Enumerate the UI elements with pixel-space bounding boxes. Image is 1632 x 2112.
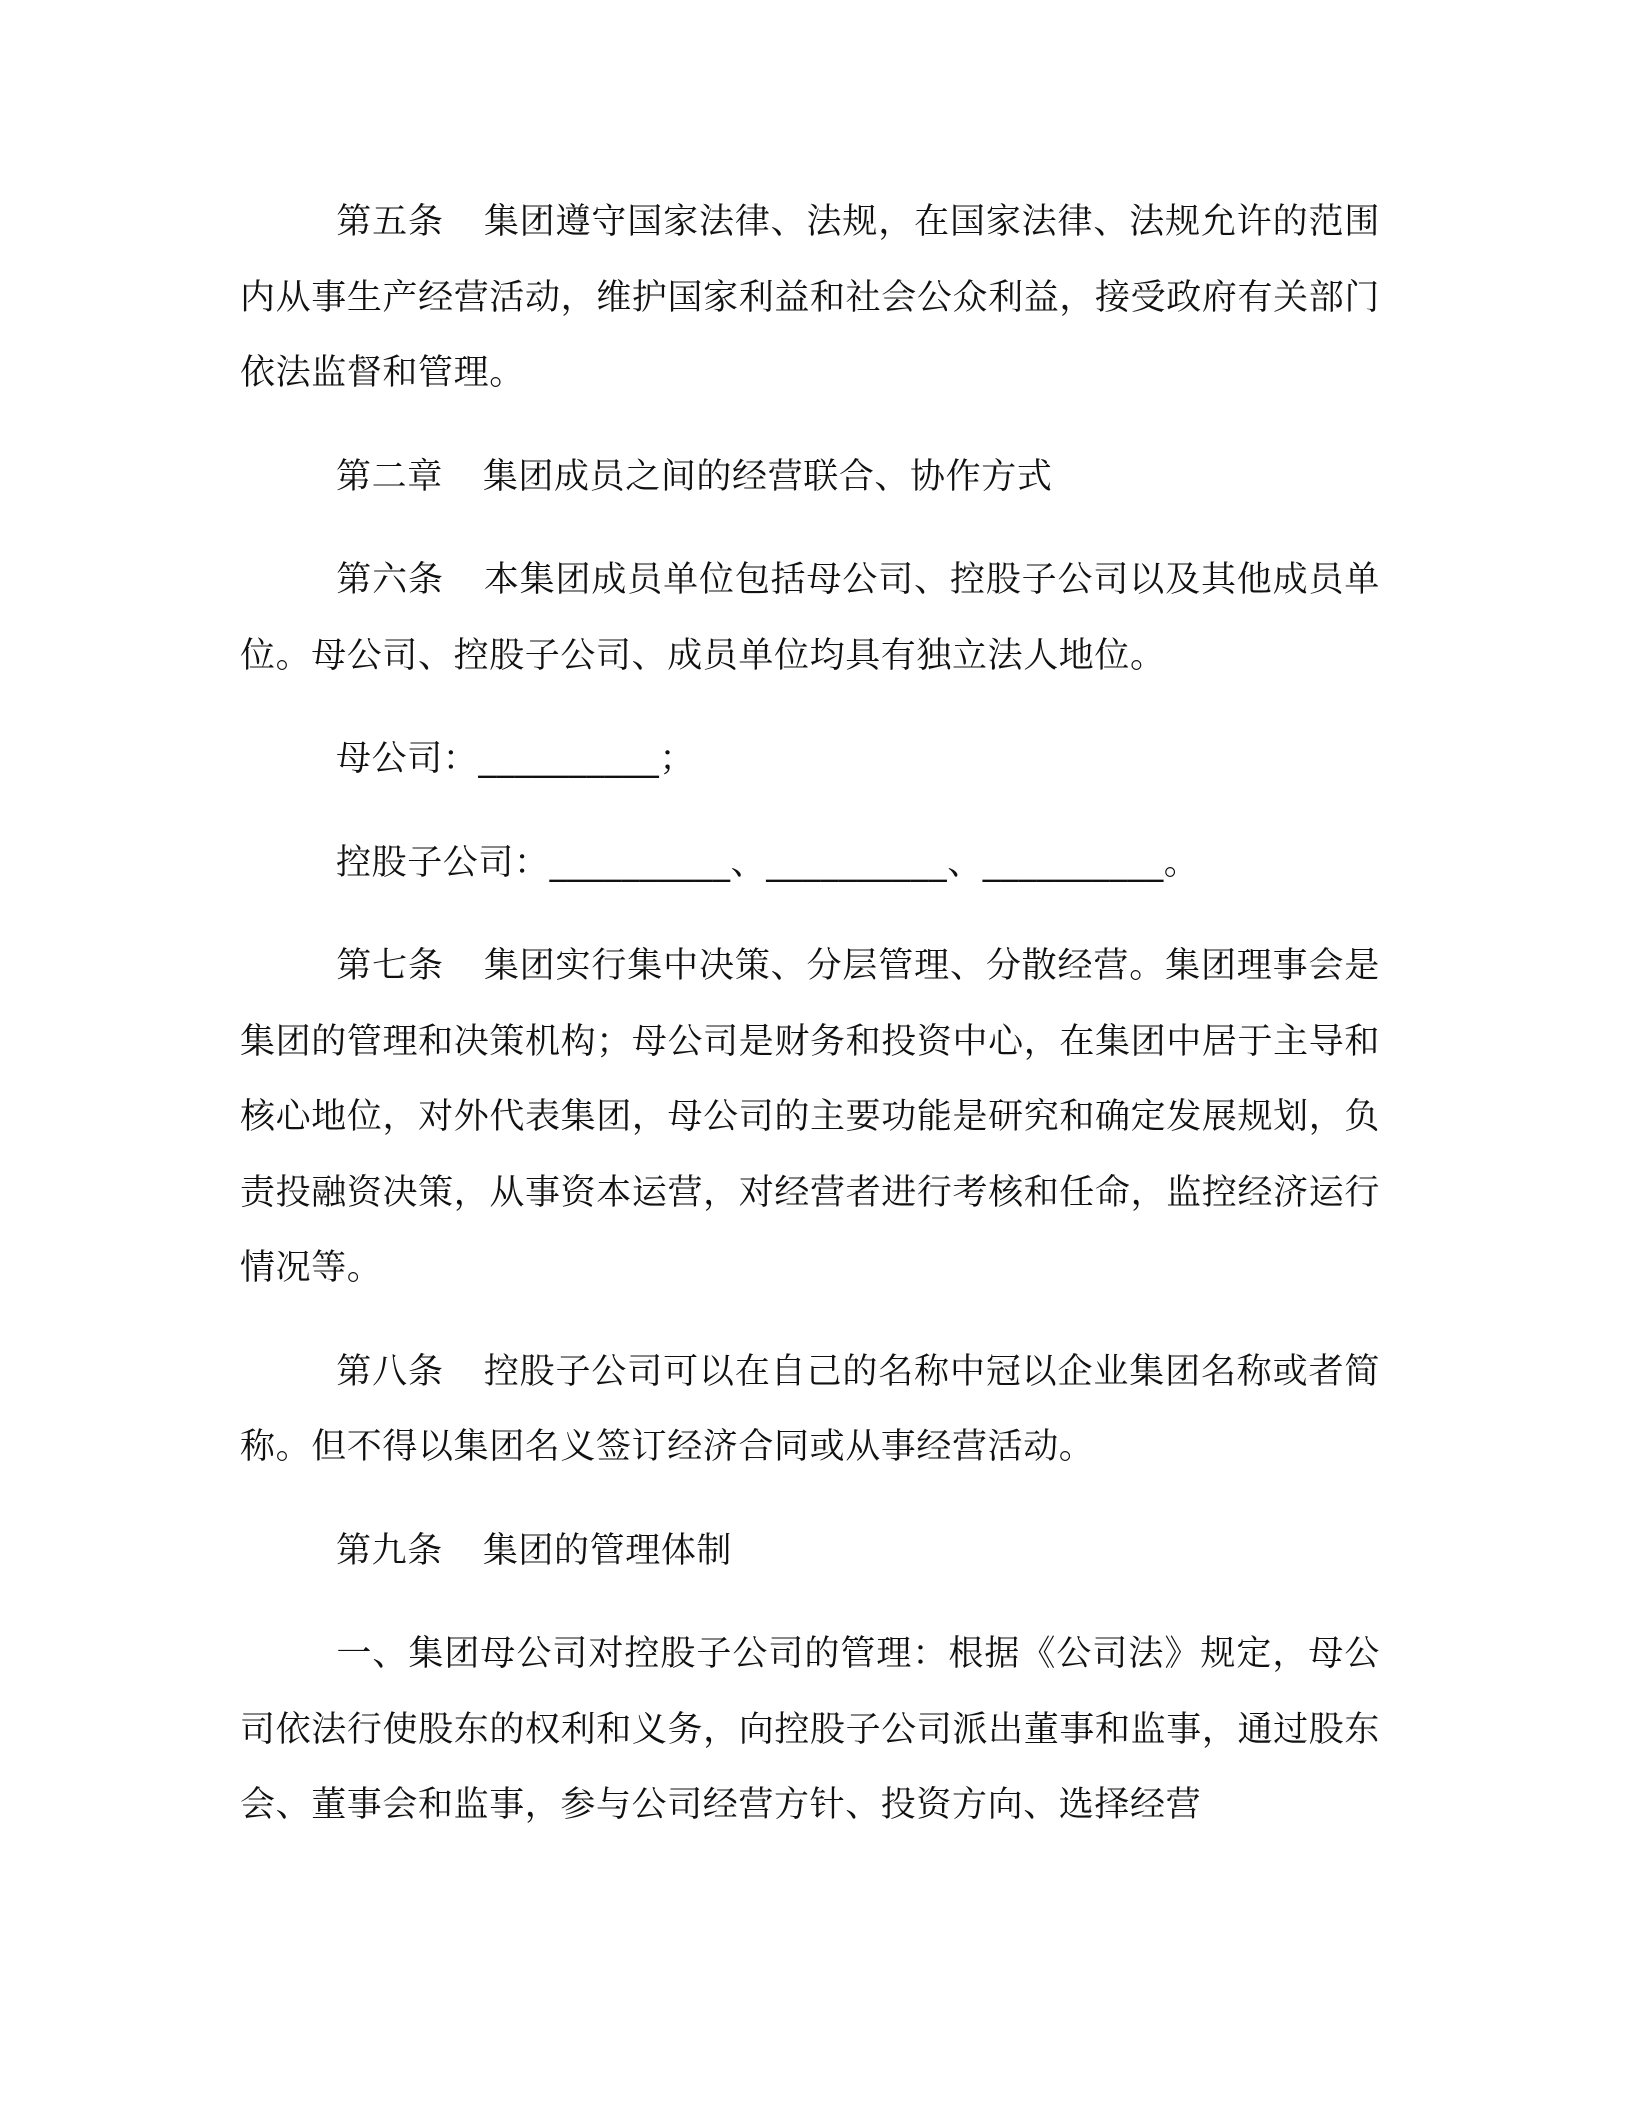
parent-company-line	[240, 722, 1380, 798]
article-8	[240, 1335, 1380, 1486]
article-heading: 第九条	[336, 1530, 443, 1571]
clause-1	[240, 1617, 1380, 1844]
article-text: 集团的管理体制	[482, 1530, 733, 1571]
chapter-heading: 第二章	[336, 456, 443, 497]
article-text: 集团遵守国家法律、法规，在国家法律、法规允许的范围内从事生产经营活动，维护国家利益和社会公众利益，接受政府有关部门依法监督和管理。	[240, 202, 1380, 393]
subsidiary-text: 控股子公司：__________、__________、__________。	[336, 842, 1200, 883]
article-text: 集团实行集中决策、分层管理、分散经营。集团理事会是集团的管理和决策机构；母公司是财务和投资中心，在集团中居于主导和核心地位，对外代表集团，母公司的主要功能是研究和确定发展规划，负责投融资决策，从事资本运营，对经营者进行考核和任命，监控经济运行情况等。	[240, 946, 1380, 1288]
article-heading: 第八条	[336, 1351, 444, 1392]
article-heading: 第五条	[336, 202, 444, 242]
subsidiary-line	[240, 826, 1380, 902]
article-heading: 第六条	[336, 560, 444, 600]
article-6	[240, 543, 1380, 694]
clause-text: 一、集团母公司对控股子公司的管理：根据《公司法》规定，母公司依法行使股东的权利和义务，向控股子公司派出董事和监事，通过股东会、董事会和监事，参与公司经营方针、投资方向、选择经营	[240, 1634, 1380, 1825]
article-text: 控股子公司可以在自己的名称中冠以企业集团名称或者简称。但不得以集团名义签订经济合同或从事经营活动。	[240, 1351, 1380, 1467]
article-9	[240, 1514, 1380, 1590]
article-heading: 第七条	[336, 946, 444, 986]
chapter-title: 集团成员之间的经营联合、协作方式	[482, 456, 1053, 497]
document-page	[240, 185, 1380, 1844]
article-7	[240, 929, 1380, 1307]
article-5	[240, 185, 1380, 412]
article-text: 本集团成员单位包括母公司、控股子公司以及其他成员单位。母公司、控股子公司、成员单位均具有独立法人地位。	[240, 560, 1380, 676]
chapter-2	[240, 440, 1380, 516]
parent-company-text: 母公司：__________；	[336, 739, 696, 779]
